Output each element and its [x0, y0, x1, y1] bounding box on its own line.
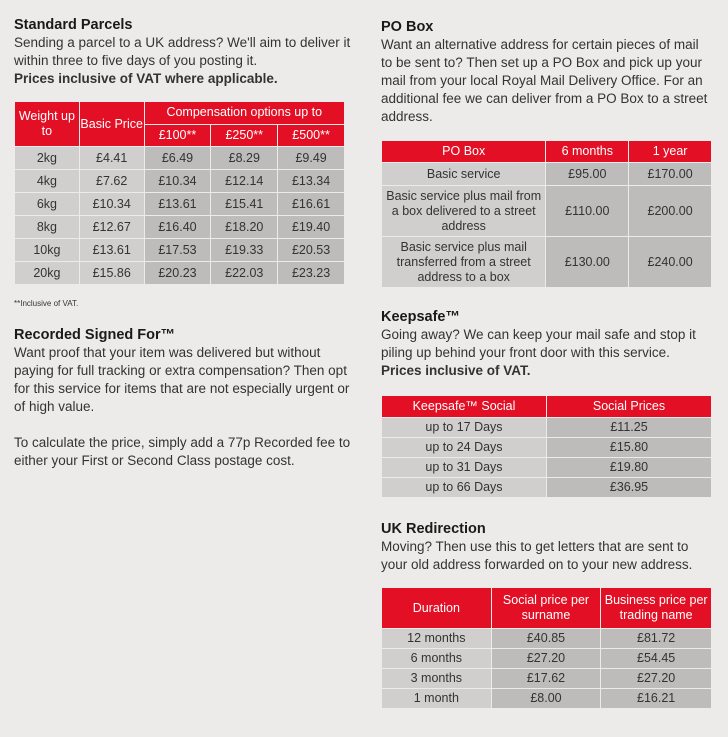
table-cell: £170.00	[629, 163, 711, 185]
redirection-section	[381, 520, 713, 574]
table-cell: Basic service plus mail from a box delivered to a street address	[382, 186, 545, 236]
keepsafe-table	[381, 395, 712, 498]
table-row	[382, 669, 711, 688]
standard-parcels-text: Sending a parcel to a UK address? We'll aim to deliver it within three to five days of you posting it.	[14, 35, 351, 68]
comp-500-header: £500**	[278, 125, 344, 147]
table-cell: £19.33	[211, 239, 277, 261]
table-row	[382, 629, 711, 648]
table-cell: £20.23	[145, 262, 211, 284]
basic-price-header: Basic Price	[80, 102, 144, 146]
table-cell: £40.85	[492, 629, 601, 648]
table-cell: £19.80	[547, 458, 711, 477]
table-row	[382, 649, 711, 668]
po-box-table-body	[382, 163, 711, 287]
table-cell: 3 months	[382, 669, 491, 688]
standard-parcels-table	[14, 101, 345, 285]
table-cell: £17.62	[492, 669, 601, 688]
keepsafe-title: Keepsafe™	[381, 309, 460, 325]
table-cell: 4kg	[15, 170, 79, 192]
weight-header: Weight up to	[15, 102, 79, 146]
recorded-text: Want proof that your item was delivered but without paying for full tracking or extra compensation? Then opt for this service for items that are not especially urgent or of high value.	[14, 345, 350, 414]
table-cell: £81.72	[601, 629, 711, 648]
table-cell: £13.61	[80, 239, 144, 261]
table-cell: £22.03	[211, 262, 277, 284]
table-cell: Basic service	[382, 163, 545, 185]
table-cell: up to 17 Days	[382, 418, 546, 437]
table-cell: up to 31 Days	[382, 458, 546, 477]
table-cell: £15.86	[80, 262, 144, 284]
table-row	[15, 193, 344, 215]
table-cell: £36.95	[547, 478, 711, 497]
table-cell: £95.00	[546, 163, 628, 185]
table-cell: £6.49	[145, 147, 211, 169]
table-cell: £54.45	[601, 649, 711, 668]
social-price-header: Social price per surname	[492, 588, 601, 628]
table-cell: up to 24 Days	[382, 438, 546, 457]
po-box-col-header: PO Box	[382, 141, 545, 162]
keepsafe-text: Going away? We can keep your mail safe and stop it piling up behind your front door with this service.	[381, 327, 696, 360]
table-cell: £12.14	[211, 170, 277, 192]
po-box-table	[381, 140, 712, 288]
table-cell: £7.62	[80, 170, 144, 192]
comp-250-header: £250**	[211, 125, 277, 147]
redirection-table	[381, 587, 712, 709]
keepsafe-social-header: Keepsafe™ Social	[382, 396, 546, 417]
table-cell: £20.53	[278, 239, 344, 261]
table-row	[382, 163, 711, 185]
table-cell: £110.00	[546, 186, 628, 236]
table-cell: £23.23	[278, 262, 344, 284]
table-row	[382, 458, 711, 477]
po-box-section	[381, 18, 713, 126]
table-cell: £27.20	[492, 649, 601, 668]
table-cell: £18.20	[211, 216, 277, 238]
table-cell: 6kg	[15, 193, 79, 215]
po-box-text: Want an alternative address for certain pieces of mail to be sent to? Then set up a PO Box and pick up your mail from your local Royal Mail Delivery Office. For an additional fee we can deliver from a PO Box to a street address.	[381, 37, 708, 124]
table-row	[382, 438, 711, 457]
table-cell: £19.40	[278, 216, 344, 238]
table-cell: 8kg	[15, 216, 79, 238]
table-cell: £10.34	[80, 193, 144, 215]
table-cell: £13.34	[278, 170, 344, 192]
redirection-table-body	[382, 629, 711, 708]
comp-100-header: £100**	[145, 125, 211, 147]
table-row	[15, 239, 344, 261]
table-cell: Basic service plus mail transferred from a street address to a box	[382, 237, 545, 287]
table-cell: 1 month	[382, 689, 491, 708]
standard-parcels-vat-note: Prices inclusive of VAT where applicable.	[14, 71, 278, 86]
table-cell: £4.41	[80, 147, 144, 169]
recorded-price-text: To calculate the price, simply add a 77p Recorded fee to either your First or Second Class postage cost.	[14, 435, 351, 468]
redirection-text: Moving? Then use this to get letters that are sent to your old address forwarded on to your new address.	[381, 539, 693, 572]
table-cell: £27.20	[601, 669, 711, 688]
table-cell: £16.61	[278, 193, 344, 215]
recorded-section	[14, 326, 354, 470]
duration-header: Duration	[382, 588, 491, 628]
standard-parcels-section	[14, 16, 354, 88]
table-row	[382, 478, 711, 497]
table-cell: £15.80	[547, 438, 711, 457]
six-months-header: 6 months	[546, 141, 628, 162]
standard-parcels-table-body	[15, 147, 344, 284]
table-cell: £8.29	[211, 147, 277, 169]
keepsafe-table-body	[382, 418, 711, 497]
table-cell: £15.41	[211, 193, 277, 215]
table-cell: £240.00	[629, 237, 711, 287]
table-cell: £9.49	[278, 147, 344, 169]
recorded-title: Recorded Signed For™	[14, 327, 176, 343]
table-cell: £13.61	[145, 193, 211, 215]
redirection-title: UK Redirection	[381, 521, 486, 537]
table-row	[382, 186, 711, 236]
keepsafe-section	[381, 308, 713, 380]
table-row	[15, 216, 344, 238]
table-cell: 10kg	[15, 239, 79, 261]
table-cell: 6 months	[382, 649, 491, 668]
keepsafe-vat-note: Prices inclusive of VAT.	[381, 363, 531, 378]
table-cell: 20kg	[15, 262, 79, 284]
table-cell: 2kg	[15, 147, 79, 169]
table-row	[382, 689, 711, 708]
table-cell: £10.34	[145, 170, 211, 192]
table-cell: £16.40	[145, 216, 211, 238]
table-cell: £16.21	[601, 689, 711, 708]
table-cell: £12.67	[80, 216, 144, 238]
social-prices-header: Social Prices	[547, 396, 711, 417]
compensation-header: Compensation options up to	[145, 102, 344, 124]
table-cell: up to 66 Days	[382, 478, 546, 497]
business-price-header: Business price per trading name	[601, 588, 711, 628]
table-cell: £200.00	[629, 186, 711, 236]
table-row	[15, 262, 344, 284]
table-row	[15, 147, 344, 169]
table-row	[382, 418, 711, 437]
table-cell: £8.00	[492, 689, 601, 708]
vat-footnote: **Inclusive of VAT.	[14, 299, 79, 308]
standard-parcels-title: Standard Parcels	[14, 17, 133, 33]
table-cell: £130.00	[546, 237, 628, 287]
table-row	[382, 237, 711, 287]
po-box-title: PO Box	[381, 19, 434, 35]
table-cell: £11.25	[547, 418, 711, 437]
one-year-header: 1 year	[629, 141, 711, 162]
table-cell: £17.53	[145, 239, 211, 261]
table-row	[15, 170, 344, 192]
table-cell: 12 months	[382, 629, 491, 648]
